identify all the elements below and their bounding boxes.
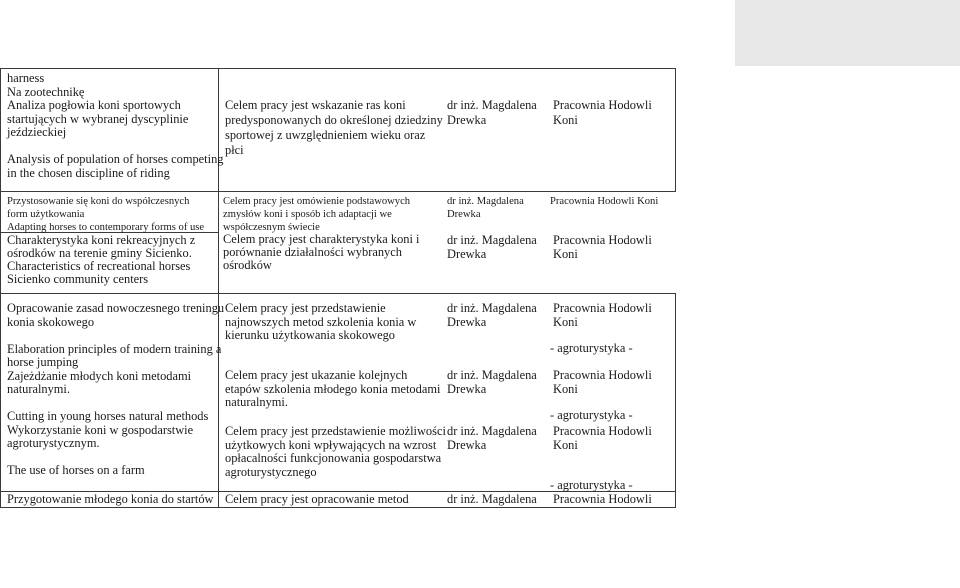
block3-supervisor-1: dr inż. Magdalena Drewka [447, 301, 537, 329]
block3-note-3: - agroturystyka - [550, 478, 633, 492]
block2-supervisor-1: dr inż. Magdalena Drewka [447, 196, 524, 220]
block2-supervisor-2: dr inż. Magdalena Drewka [447, 233, 537, 261]
block3-topic: Opracowanie zasad nowoczesnego treningu konia skokowego Elaboration principles of modern training a horse jumping Zajeżdżanie młodych koni metodami naturalnymi. Cutting in young horses natural methods Wykorzystanie koni w gospodarstwie agroturystycznym. The use of horses on a farm [7, 301, 225, 477]
block1-supervisor: dr inż. Magdalena Drewka [447, 98, 537, 127]
block3-aim-1: Celem pracy jest przedstawienie najnowszych metod szkolenia konia w kierunku użytkowania skokowego [225, 301, 417, 342]
block3-place-1: Pracownia Hodowli Koni [553, 301, 652, 329]
block2-topic-b: Charakterystyka koni rekreacyjnych z ośrodków na terenie gminy Sicienko. Characteristics of recreational horses Sicienko community centers [7, 233, 196, 286]
block2-place-1: Pracownia Hodowli Koni [550, 196, 659, 207]
block3-aim-3: Celem pracy jest przedstawienie możliwości użytkowych koni wpływających na wzrost opłacalności funkcjonowania gospodarstwa agroturystycznego [225, 424, 446, 479]
block3-aim-2: Celem pracy jest ukazanie kolejnych etapów szkolenia młodego konia metodami naturalnymi. [225, 368, 441, 409]
last-row-place: Pracownia Hodowli [553, 492, 652, 506]
block1-place: Pracownia Hodowli Koni [553, 98, 652, 127]
col-rule [0, 68, 1, 508]
block1-topic: harness Na zootechnikę Analiza pogłowia koni sportowych startujących w wybranej dyscyplinie jeździeckiej Analysis of population of horses competing in the chosen discipline of riding [7, 71, 224, 180]
block3-place-3: Pracownia Hodowli Koni [553, 424, 652, 452]
last-row-aim: Celem pracy jest opracowanie metod [225, 492, 409, 506]
block2-place-2: Pracownia Hodowli Koni [553, 233, 652, 261]
header-shade [735, 0, 960, 66]
row-rule [0, 293, 676, 294]
block2-topic-a: Przystosowanie się koni do współczesnych form użytkowania Adapting horses to contemporary forms of use [7, 196, 205, 233]
block3-supervisor-2: dr inż. Magdalena Drewka [447, 368, 537, 396]
col-rule [675, 68, 676, 192]
block2-aim-2: Celem pracy jest charakterystyka koni i porównanie działalności wybranych ośrodków [223, 232, 420, 272]
block1-aim: Celem pracy jest wskazanie ras koni predysponowanych do określonej dziedziny sportowej z uwzględnieniem wieku oraz płci [225, 98, 443, 157]
last-row-topic: Przygotowanie młodego konia do startów [7, 492, 214, 506]
row-rule [0, 191, 676, 192]
block3-note-2: - agroturystyka - [550, 408, 633, 422]
last-row-supervisor: dr inż. Magdalena [447, 492, 537, 506]
block3-note-1: - agroturystyka - [550, 341, 633, 355]
row-rule [0, 507, 676, 508]
block3-supervisor-3: dr inż. Magdalena Drewka [447, 424, 537, 452]
block2-aim-1: Celem pracy jest omówienie podstawowych zmysłów koni i sposób ich adaptacji we współczesnym świecie [223, 196, 411, 233]
block3-place-2: Pracownia Hodowli Koni [553, 368, 652, 396]
row-rule [0, 68, 676, 69]
col-rule [675, 293, 676, 508]
